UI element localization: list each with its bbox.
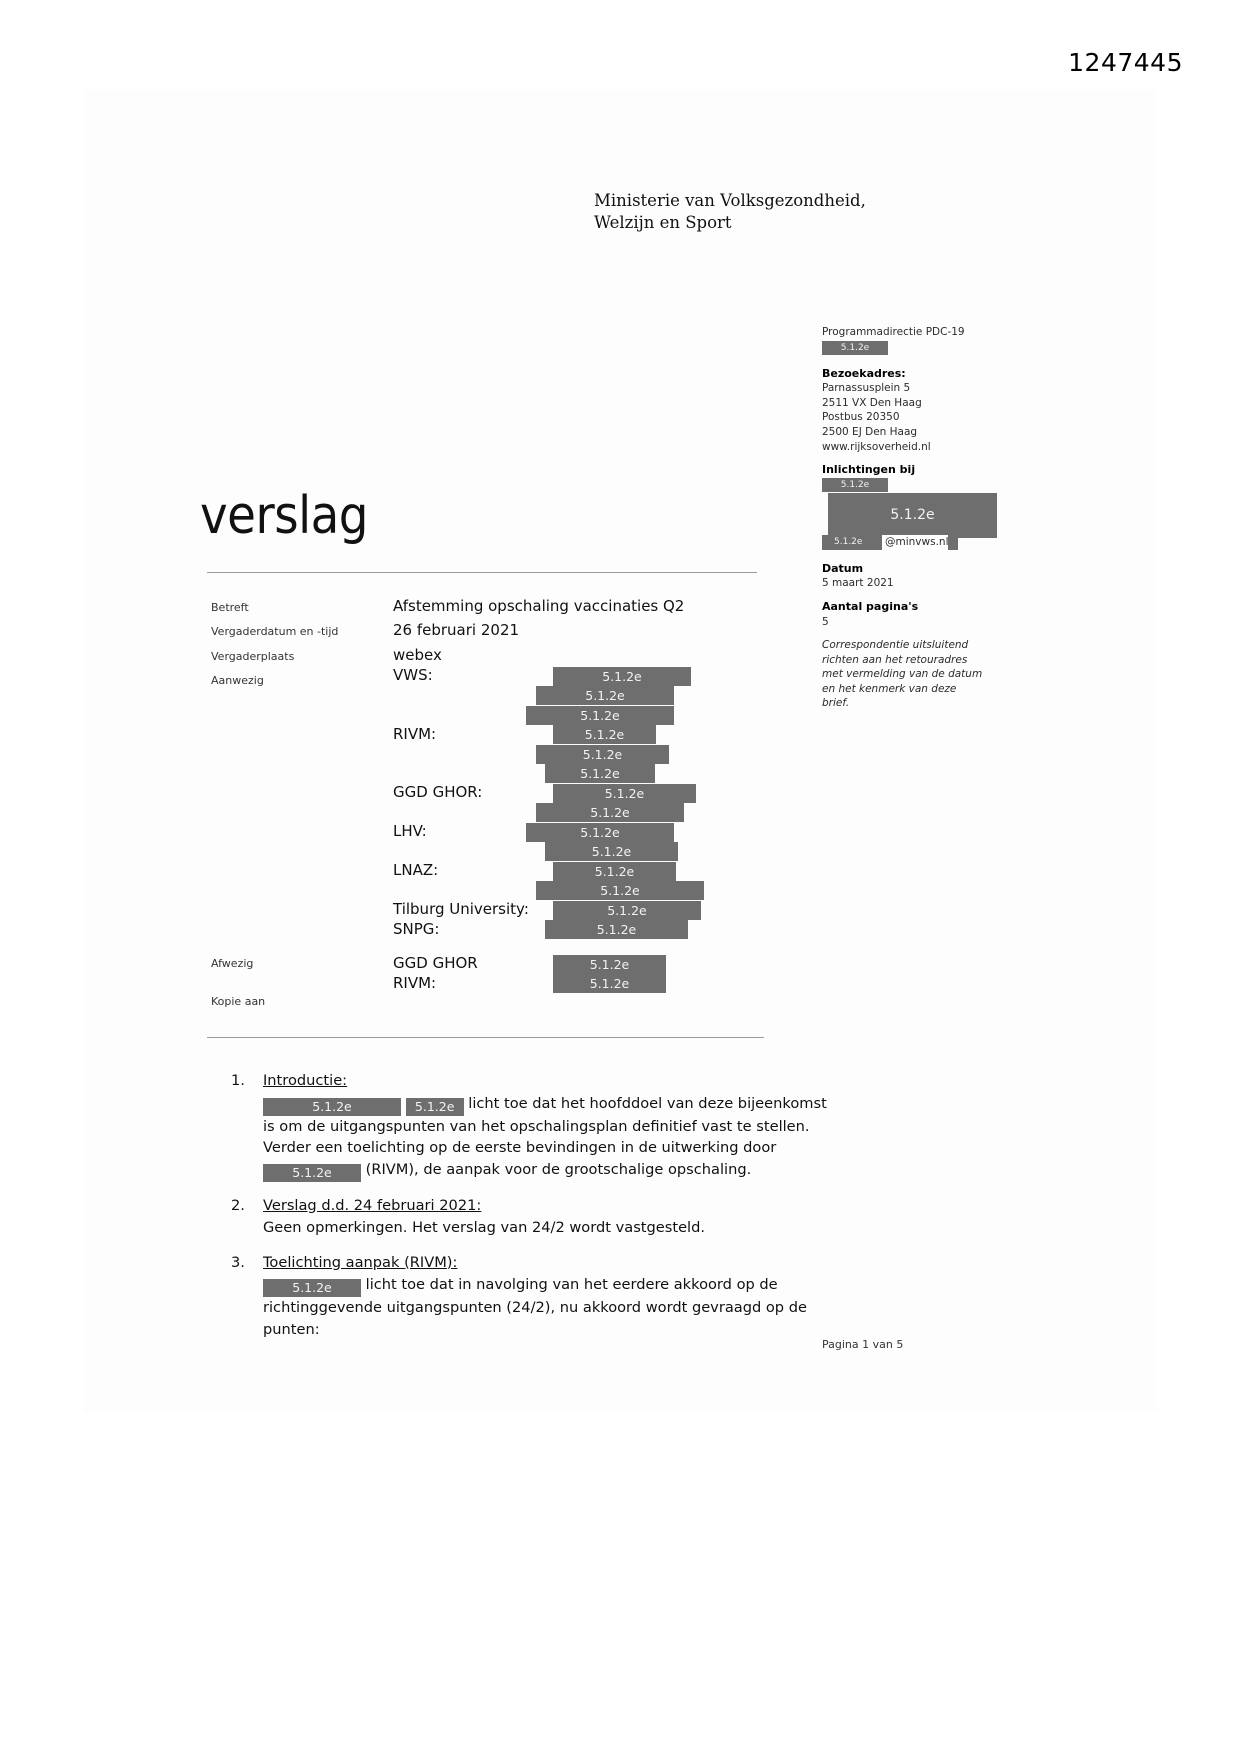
page-title: verslag xyxy=(200,486,368,546)
contact-redaction-group xyxy=(822,478,997,550)
redaction-bar: 5.1.2e xyxy=(553,974,666,993)
attendee-organisation: GGD GHOR: xyxy=(393,783,483,801)
redaction-bar: 5.1.2e xyxy=(263,1164,361,1182)
divider-bottom xyxy=(207,1037,764,1038)
attendee-organisation: SNPG: xyxy=(393,919,440,938)
note-line: met vermelding van de datum xyxy=(822,668,983,681)
redaction-bar: 5.1.2e xyxy=(553,862,676,881)
note-line: richten aan het retouradres xyxy=(822,653,968,666)
agenda-item-title: Toelichting aanpak (RIVM): xyxy=(263,1253,458,1271)
metadata-label-aanwezig: Aanwezig xyxy=(211,673,264,687)
metadata-label-betreft: Betreft xyxy=(211,601,249,614)
ministry-line-1: Ministerie van Volksgezondheid, xyxy=(594,191,866,210)
agenda-item-line: punten: xyxy=(263,1320,320,1338)
redaction-bar: 5.1.2e xyxy=(526,706,674,725)
agenda-item-line: 5.1.2e licht toe dat in navolging van het eerdere akkoord op de xyxy=(263,1274,831,1297)
metadata-value-betreft: Afstemming opschaling vaccinaties Q2 xyxy=(393,597,685,615)
agenda-item-line: Geen opmerkingen. Het verslag van 24/2 wordt vastgesteld. xyxy=(263,1219,706,1236)
redaction-bar: 5.1.2e xyxy=(263,1098,401,1116)
redaction-bar: 5.1.2e xyxy=(263,1279,361,1297)
correspondence-note xyxy=(822,638,1012,711)
metadata-value-column xyxy=(393,594,684,667)
address-line: 2511 VX Den Haag xyxy=(822,396,922,409)
information-heading: Inlichtingen bij xyxy=(822,463,916,477)
redaction-bar: 5.1.2e xyxy=(553,667,691,686)
agenda-item-number: 1. xyxy=(231,1072,245,1089)
attendee-organisation: RIVM: xyxy=(393,724,437,743)
page-footer: Pagina 1 van 5 xyxy=(822,1338,904,1351)
redaction-bar: 5.1.2e xyxy=(553,725,656,744)
agenda-item-line: Verder een toelichting op de eerste bevindingen in de uitwerking door xyxy=(263,1139,777,1156)
agenda-item-title: Introductie: xyxy=(263,1072,348,1089)
note-line: en het kenmerk van deze xyxy=(822,682,957,695)
redaction-bar: 5.1.2e xyxy=(822,535,958,550)
redaction-bar: 5.1.2e xyxy=(406,1098,464,1116)
date-heading: Datum xyxy=(822,561,864,575)
directorate-label: Programmadirectie PDC-19 xyxy=(822,326,965,338)
page-count-heading: Aantal pagina's xyxy=(822,600,919,614)
redaction-bar: 5.1.2e xyxy=(536,803,684,822)
attendee-organisation: RIVM: xyxy=(393,973,437,992)
metadata-label-afwezig: Afwezig xyxy=(211,957,254,970)
agenda-item-line: 5.1.2e 5.1.2e licht toe dat het hoofddoel van deze bijeenkomst xyxy=(263,1093,831,1116)
attendee-organisation: LHV: xyxy=(393,822,427,840)
divider-top xyxy=(207,572,757,573)
agenda-item-title: Verslag d.d. 24 februari 2021: xyxy=(263,1196,482,1214)
metadata-label-vergaderdatum: Vergaderdatum en -tijd xyxy=(211,625,339,639)
attendee-organisation: LNAZ: xyxy=(393,861,439,879)
ministry-logo-text xyxy=(594,190,866,234)
redaction-bar: 5.1.2e xyxy=(536,686,674,705)
redaction-bar: 5.1.2e xyxy=(822,341,888,355)
agenda-item-number: 2. xyxy=(231,1196,245,1214)
redaction-bar: 5.1.2e xyxy=(553,784,696,803)
metadata-label-vergaderplaats: Vergaderplaats xyxy=(211,649,295,663)
agenda-item-line: is om de uitgangspunten van het opschalingsplan definitief vast te stellen. xyxy=(263,1117,810,1135)
redaction-bar: 5.1.2e xyxy=(828,493,997,538)
agenda-item-line: richtinggevende uitgangspunten (24/2), nu akkoord wordt gevraagd op de xyxy=(263,1299,807,1316)
attendee-organisation: VWS: xyxy=(393,666,433,684)
attendee-organisation: GGD GHOR xyxy=(393,954,478,972)
redaction-bar: 5.1.2e xyxy=(536,881,704,900)
metadata-value-vergaderdatum: 26 februari 2021 xyxy=(393,621,520,640)
redaction-bar: 5.1.2e xyxy=(545,920,688,939)
redaction-bar: 5.1.2e xyxy=(553,901,701,920)
redaction-bar: 5.1.2e xyxy=(822,478,888,492)
redaction-bar: 5.1.2e xyxy=(553,955,666,974)
sidebar-meta-column xyxy=(822,325,1012,711)
document-number: 1247445 xyxy=(1068,48,1183,77)
website-line: www.rijksoverheid.nl xyxy=(822,440,931,453)
note-line: brief. xyxy=(822,697,850,710)
agenda-item-body xyxy=(263,1070,831,1182)
agenda-item xyxy=(231,1070,831,1182)
redaction-bar: 5.1.2e xyxy=(545,842,678,861)
address-line: 2500 EJ Den Haag xyxy=(822,426,918,439)
redaction-bar: 5.1.2e xyxy=(545,764,655,783)
address-line: Parnassusplein 5 xyxy=(822,382,911,395)
agenda-item-body xyxy=(263,1252,831,1341)
metadata-label-kopie-aan: Kopie aan xyxy=(211,995,266,1008)
address-line: Postbus 20350 xyxy=(822,411,900,424)
email-suffix: @minvws.nl xyxy=(882,535,948,550)
page-count-value: 5 xyxy=(822,615,829,628)
agenda-item xyxy=(231,1195,831,1239)
note-line: Correspondentie uitsluitend xyxy=(822,639,969,652)
visiting-address-heading: Bezoekadres: xyxy=(822,366,906,380)
agenda-item-body xyxy=(263,1195,831,1239)
metadata-label-column xyxy=(211,596,391,693)
metadata-value-vergaderplaats: webex xyxy=(393,645,442,664)
agenda-item xyxy=(231,1252,831,1341)
agenda-items xyxy=(231,1070,831,1353)
ministry-line-2: Welzijn en Sport xyxy=(594,213,732,232)
redaction-bar: 5.1.2e xyxy=(526,823,674,842)
redaction-bar: 5.1.2e xyxy=(536,745,669,764)
agenda-item-number: 3. xyxy=(231,1253,245,1271)
attendee-organisation: Tilburg University: xyxy=(393,900,529,918)
agenda-item-line: 5.1.2e (RIVM), de aanpak voor de grootschalige opschaling. xyxy=(263,1159,831,1182)
date-value: 5 maart 2021 xyxy=(822,577,894,590)
